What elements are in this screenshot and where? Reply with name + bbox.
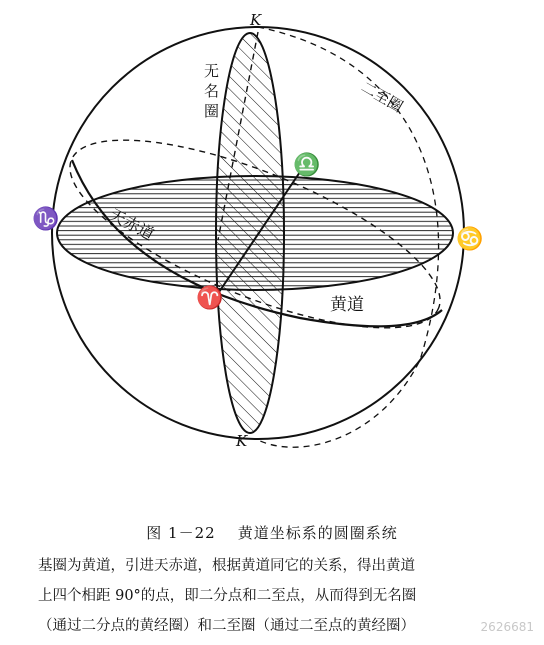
k-pole-top: K [250,11,262,29]
libra-symbol: ♎ [293,153,321,178]
unnamed-colure [216,33,284,433]
figure-caption-title [0,522,544,543]
caption-line-3: （通过二分点的黄经圈）和二至圈（通过二至点的黄经圈） [38,618,415,634]
k-pole-bottom: K [236,432,248,450]
capricorn-symbol: ♑ [32,207,60,232]
ecliptic-label: 黄道 [330,295,364,315]
celestial-equator-label: 天赤道 [106,204,158,245]
figure-title: 黄道坐标系的圆圈系统 [237,524,398,542]
watermark: 2626681 [480,620,534,634]
caption-line-2: 上四个相距 90°的点，即二分点和二至点，从而得到无名圈 [38,588,417,604]
caption-line-1: 基圈为黄道，引进天赤道，根据黄道同它的关系，得出黄道 [38,558,415,574]
unnamed-colure-label: 无名圈 [204,62,220,120]
solstitial-colure-label: 二至圈 [358,77,406,116]
aries-symbol: ♈ [196,286,224,311]
cancer-symbol: ♋ [456,227,484,252]
figure-number: 图 1－22 [146,524,216,542]
